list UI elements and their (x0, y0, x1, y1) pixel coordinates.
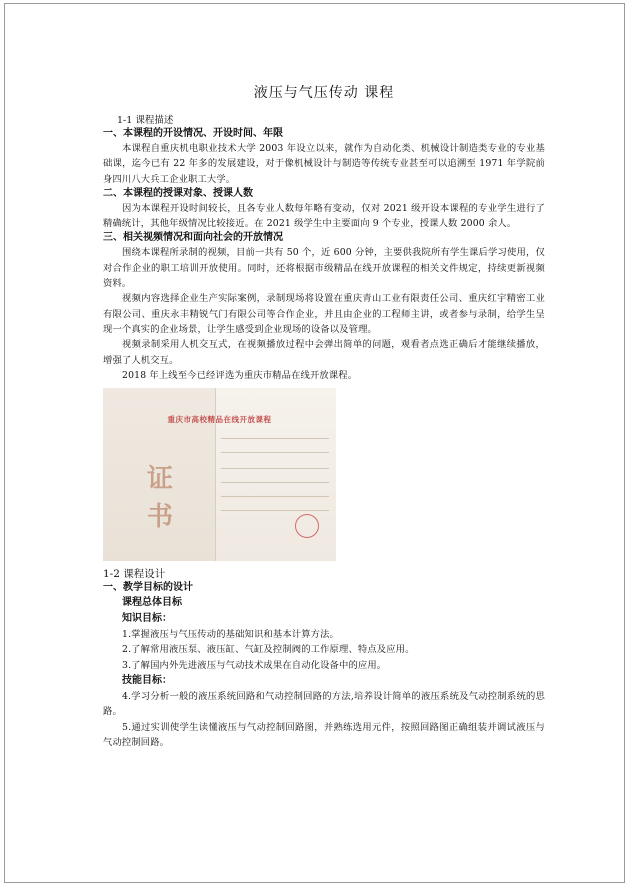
heading-overall-goal: 课程总体目标 (122, 597, 182, 609)
subsection-heading-1-1: 1-1 课程描述 (117, 115, 174, 126)
certificate-char-2: 书 (147, 502, 174, 533)
knowledge-item-1: 1.掌握液压与气压传动的基础知识和基本计算方法。 (122, 629, 340, 641)
certificate-char-1: 证 (147, 464, 174, 495)
certificate-line (221, 482, 329, 483)
subsection-heading-1-2: 1-2 课程设计 (103, 568, 166, 581)
paragraph-audience: 因为本课程开设时间较长，且各专业人数每年略有变动，仅对 2021 级开设本课程的专业学生进行了精确统计，其他年级情况比较接近。在 2021 级学生中主要面向 9 个专业，授课人数 2000 余人。 (103, 202, 545, 230)
paragraph-offering: 本课程自重庆机电职业技术大学 2003 年设立以来，就作为自动化类、机械设计制造类专业的专业基础课，迄今已有 22 年多的发展建设，对于像机械设计与制造等传统专业甚至可以追溯至 1971 年学院前身四川八大兵工企业职工大学。 (103, 143, 545, 185)
certificate-heading: 重庆市高校精品在线开放课程 (167, 415, 272, 425)
heading-knowledge-goal: 知识目标： (122, 613, 172, 625)
certificate-line (221, 438, 329, 439)
certificate-line (221, 468, 329, 469)
skill-item-5: 5.通过实训使学生读懂液压与气动控制回路图，并熟练选用元件，按照回路图正确组装并调试液压与气动控制回路。 (103, 721, 545, 748)
certificate-photo (103, 388, 336, 561)
certificate-line (221, 510, 329, 511)
document-body (103, 82, 545, 750)
paragraph-video-interaction: 视频录制采用人机交互式，在视频播放过程中会弹出简单的问题，观看者点选正确后才能继续播放，增强了人机交互。 (103, 339, 545, 366)
certificate-seal (295, 514, 319, 538)
paragraph-videos: 围绕本课程所录制的视频，目前一共有 50 个，近 600 分钟，主要供我院所有学生课后学习使用，仅对合作企业的职工培训开放使用。同时，还将根据市级精品在线开放课程的相关文件规定，持续更新视频资料。 (103, 247, 545, 290)
heading-offering: 一、本课程的开设情况、开设时间、年限 (103, 128, 283, 139)
knowledge-item-2: 2.了解常用液压泵、液压缸、气缸及控制阀的工作原理、特点及应用。 (122, 644, 415, 656)
knowledge-item-3: 3.了解国内外先进液压与气动技术成果在自动化设备中的应用。 (122, 659, 387, 671)
heading-videos: 三、相关视频情况和面向社会的开放情况 (103, 232, 283, 244)
heading-teaching-goals: 一、教学目标的设计 (103, 582, 193, 594)
heading-skill-goal: 技能目标： (122, 675, 172, 687)
certificate-line (221, 496, 329, 497)
skill-item-4: 4.学习分析一般的液压系统回路和气动控制回路的方法,培养设计简单的液压系统及气动控制系统的思路。 (103, 691, 545, 718)
heading-audience: 二、本课程的授课对象、授课人数 (103, 187, 253, 199)
paragraph-video-content: 视频内容选择企业生产实际案例，录制现场将设置在重庆青山工业有限责任公司、重庆红宇精密工业有限公司、重庆永丰精锐气门有限公司等合作企业，并且由企业的工程师主讲，或者参与录制，给学生呈现一个真实的企业场景，让学生感受到企业现场的设备以及管理。 (103, 293, 545, 335)
page-title: 液压与气压传动 课程 (253, 85, 395, 101)
certificate-line (221, 452, 329, 453)
paragraph-online-status: 2018 年上线至今已经评选为重庆市精品在线开放课程。 (122, 369, 358, 381)
